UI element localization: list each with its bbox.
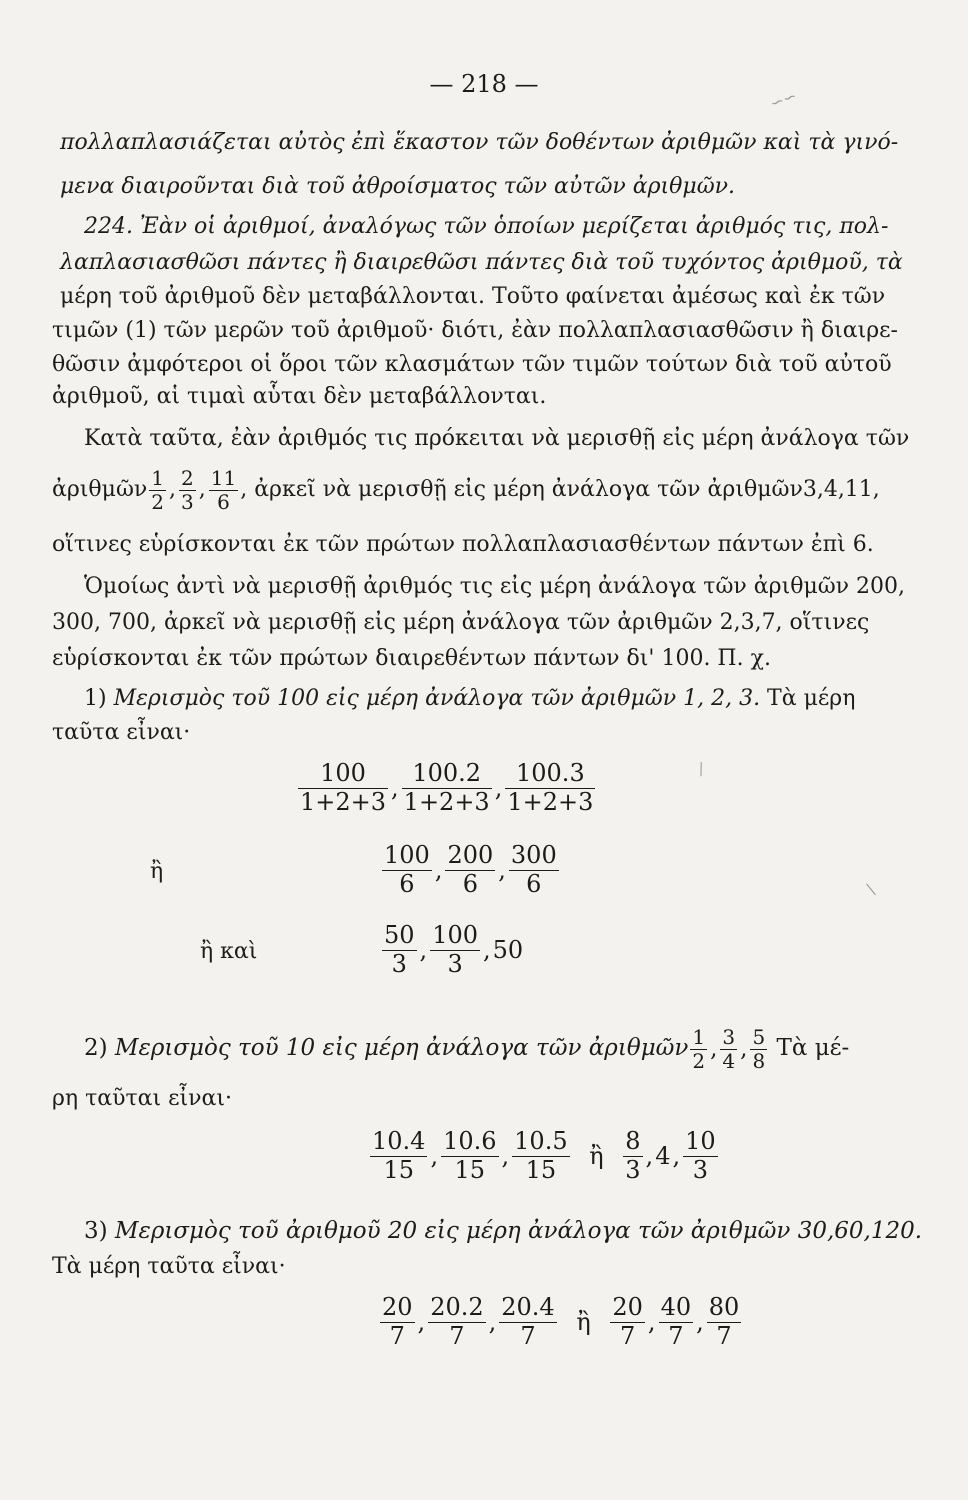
fraction-denominator: 7 [620,1321,636,1350]
example-1-and-label: ἢ καὶ [200,939,258,964]
ratios-example-2: $\frac{1}{2}$ , $\frac{3}{4}$ , $\frac{5}{8}$ [692,1024,766,1073]
example-2-simplified-last [681,1127,720,1184]
text-line-2: μενα διαιροῦνται διὰ τοῦ ἀθροίσματος τῶν αὐτῶν ἀριθμῶν. [60,174,736,199]
example-3-simplified: $\frac{20}{7}$ , $\frac{40}{7}$ , $\frac{80}{7}$ [612,1293,740,1350]
example-1-row-2: $\frac{100}{6}$ , $\frac{200}{6}$ , $\frac{300}{6}$ [384,841,557,898]
fraction [430,922,480,978]
fraction-numerator: 100 [298,760,388,789]
example-3-row [378,1294,743,1350]
fraction-denominator: 3 [692,1155,709,1184]
fraction [179,467,196,514]
fraction [499,1294,556,1350]
fraction-numerator: 11 [210,465,237,490]
example-3-statement: Μερισμὸς τοῦ ἀριθμοῦ 20 εἰς μέρη ἀνάλογα τῶν ἀριθμῶν 30,60,120. [114,1218,923,1244]
fraction [445,842,495,898]
fraction-numerator: 80 [708,1293,740,1321]
example-3-or-label: ἢ [576,1308,591,1337]
fraction [690,1026,707,1073]
text-line-10 [52,462,912,518]
example-2-simplified-first [621,1127,644,1184]
fraction [402,760,492,816]
example-2-simplified-middle: 4 [655,1142,671,1171]
text-line-16: ταῦτα εἶναι· [52,720,191,745]
ratios-intro: $\frac{1}{2}$ , $\frac{2}{3}$ , $\frac{11}{6}$ [151,465,237,514]
page-number: — 218 — [429,70,539,98]
example-1-row-1: $\frac{100}{1+2+3}$ , $\frac{100.2}{1+2+3}$ , $\frac{100.3}{1+2+3}$ [300,759,594,816]
fraction-numerator: 10.4 [372,1127,426,1155]
fraction [380,1294,415,1350]
fraction-denominator: 1+2+3 [507,787,594,816]
fraction-numerator: 1 [692,1024,706,1049]
example-3-number: 3) [84,1218,108,1244]
example-1-row-3: $\frac{50}{3}$ , $\frac{100}{3}$ ,50 [380,922,524,978]
fraction-numerator: 10.5 [514,1127,568,1155]
text-line-18: ρη ταῦται εἶναι· [52,1086,233,1111]
text-line-9: Κατὰ ταῦτα, ἐὰν ἀριθμός τις πρόκειται νὰ μερισθῇ εἰς μέρη ἀνάλογα τῶν [84,426,910,451]
fraction-numerator: 300 [510,841,557,869]
fraction [370,1128,427,1184]
fraction-numerator: 100.2 [402,760,492,789]
example-1-number: 1) [84,686,107,711]
fraction-numerator: 100.3 [505,760,595,789]
fraction-numerator: 20 [382,1293,413,1321]
example-1-statement: Μερισμὸς τοῦ 100 εἰς μέρη ἀνάλογα τῶν ἀριθμῶν 1, 2, 3. [113,686,761,711]
fraction-numerator: 20.2 [430,1293,484,1321]
fraction-numerator: 100 [384,841,430,869]
text-line-12: Ὁμοίως ἀντὶ νὰ μερισθῇ ἀριθμός τις εἰς μέρη ἀνάλογα τῶν ἀριθμῶν 200, [84,574,906,599]
text-line-15 [84,684,944,714]
fraction-numerator: 10.6 [443,1127,497,1155]
example-2-row: $\frac{10.4}{15}$ , $\frac{10.6}{15}$ , $\frac{10.5}{15}$ ἢ $\frac{8}{3}$ ,4, $\frac{10}{3}$ [368,1128,720,1184]
fraction-numerator: 5 [752,1024,766,1049]
fraction-numerator: 20 [612,1293,643,1321]
fraction-denominator: 7 [449,1321,465,1350]
fraction-denominator: 1+2+3 [300,787,387,816]
fraction-denominator: 7 [520,1321,536,1350]
text-line-10-end: , ἀρκεῖ νὰ μερισθῇ εἰς μέρη ἀνάλογα τῶν ἀριθμῶν3,4,11, [240,477,880,502]
fraction [659,1294,694,1350]
fraction-denominator: 15 [383,1155,414,1184]
fraction-numerator: 40 [660,1293,692,1321]
fraction-denominator: 6 [217,489,230,514]
fraction-denominator: 6 [399,869,415,898]
text-line-1: πολλαπλασιάζεται αὐτὸς ἐπὶ ἕκαστον τῶν δοθέντων ἀριθμῶν καὶ τὰ γινό- [60,130,899,155]
fraction [441,1128,498,1184]
fraction [707,1294,742,1350]
fraction [509,842,559,898]
fraction-numerator: 2 [181,465,194,490]
fraction-denominator: 7 [389,1321,405,1350]
fraction [720,1026,737,1073]
text-line-17 [84,1018,944,1079]
fraction-denominator: 3 [181,489,194,514]
fraction [149,467,166,514]
fraction-numerator: 50 [384,921,415,949]
fraction [683,1128,718,1184]
pencil-mark: ⁄ [861,884,881,895]
fraction [610,1294,645,1350]
fraction [382,922,417,978]
fraction [750,1026,767,1073]
fraction-numerator: 1 [151,465,165,490]
fraction-numerator: 8 [625,1127,641,1155]
text-line-7: θῶσιν ἀμφότεροι οἱ ὅροι τῶν κλασμάτων τῶν τιμῶν τούτων διὰ τοῦ αὐτοῦ [52,352,892,377]
fraction-denominator: 15 [454,1155,486,1184]
fraction-numerator: 20.4 [501,1293,555,1321]
example-2-or-label: ἢ [589,1142,604,1171]
example-1-row-3-tail: 50 [492,936,524,965]
example-1-tail: Τὰ μέρη [760,686,856,711]
example-1-or-label: ἢ [150,859,164,884]
example-2-tail: Τὰ μέ- [769,1035,850,1061]
example-1-row-3-fracs: $\frac{50}{3}$ , $\frac{100}{3}$ [384,921,478,978]
fraction [209,467,238,514]
fraction-denominator: 8 [752,1048,766,1073]
fraction-denominator: 3 [447,949,463,978]
text-line-19 [84,1216,944,1246]
fraction [505,760,595,816]
fraction-denominator: 3 [625,1155,641,1184]
text-line-8: ἀριθμοῦ, αἱ τιμαὶ αὗται δὲν μεταβάλλονται. [52,384,547,409]
fraction-denominator: 7 [716,1321,732,1350]
pencil-mark: ∽∽ [767,85,800,114]
fraction-denominator: 2 [692,1048,706,1073]
fraction-denominator: 15 [525,1155,557,1184]
text-line-13: 300, 700, ἀρκεῖ νὰ μερισθῇ εἰς μέρη ἀνάλογα τῶν ἀριθμῶν 2,3,7, οἵτινες [52,610,870,635]
fraction-denominator: 6 [462,869,478,898]
fraction [382,842,432,898]
text-line-14: εὑρίσκονται ἐκ τῶν πρώτων διαιρεθέντων πάντων δι' 100. Π. χ. [52,646,771,671]
fraction-numerator: 3 [722,1024,736,1049]
text-line-3: 224. Ἐὰν οἱ ἀριθμοί, ἀναλόγως τῶν ὁποίων μερίζεται ἀριθμός τις, πολ- [84,214,889,239]
fraction-denominator: 7 [668,1321,684,1350]
fraction-numerator: 100 [432,921,478,949]
fraction-numerator: 200 [447,841,494,869]
text-line-20: Τὰ μέρη ταῦτα εἶναι· [52,1254,286,1279]
example-2-statement: Μερισμὸς τοῦ 10 εἰς μέρη ἀνάλογα τῶν ἀριθμῶν [114,1035,689,1061]
fraction-denominator: 6 [526,869,542,898]
text-line-5: μέρη τοῦ ἀριθμοῦ δὲν μεταβάλλονται. Τοῦτο φαίνεται ἀμέσως καὶ ἐκ τῶν [60,284,886,309]
example-2-fracs: $\frac{10.4}{15}$ , $\frac{10.6}{15}$ , $\frac{10.5}{15}$ [372,1127,568,1184]
text-line-4: λαπλασιασθῶσι πάντες ἢ διαιρεθῶσι πάντες διὰ τοῦ τυχόντος ἀριθμοῦ, τὰ [60,250,903,275]
fraction-numerator: 10 [685,1127,716,1155]
fraction [298,760,388,816]
text-line-10-start: ἀριθμῶν [52,477,148,502]
pencil-mark: ⁄ [695,760,708,779]
text-line-6: τιμῶν (1) τῶν μερῶν τοῦ ἀριθμοῦ· διότι, ἐὰν πολλαπλασιασθῶσιν ἢ διαιρε- [52,318,898,343]
fraction-denominator: 3 [391,949,407,978]
fraction-denominator: 4 [722,1048,736,1073]
text-line-11: οἵτινες εὑρίσκονται ἐκ τῶν πρώτων πολλαπλασιασθέντων πάντων ἐπὶ 6. [52,532,874,557]
fraction-denominator: 1+2+3 [403,787,490,816]
fraction-denominator: 2 [151,489,165,514]
example-3-fracs: $\frac{20}{7}$ , $\frac{20.2}{7}$ , $\frac{20.4}{7}$ [382,1293,555,1350]
example-2-number: 2) [84,1035,108,1061]
fraction [623,1128,642,1184]
fraction [512,1128,569,1184]
fraction [428,1294,485,1350]
